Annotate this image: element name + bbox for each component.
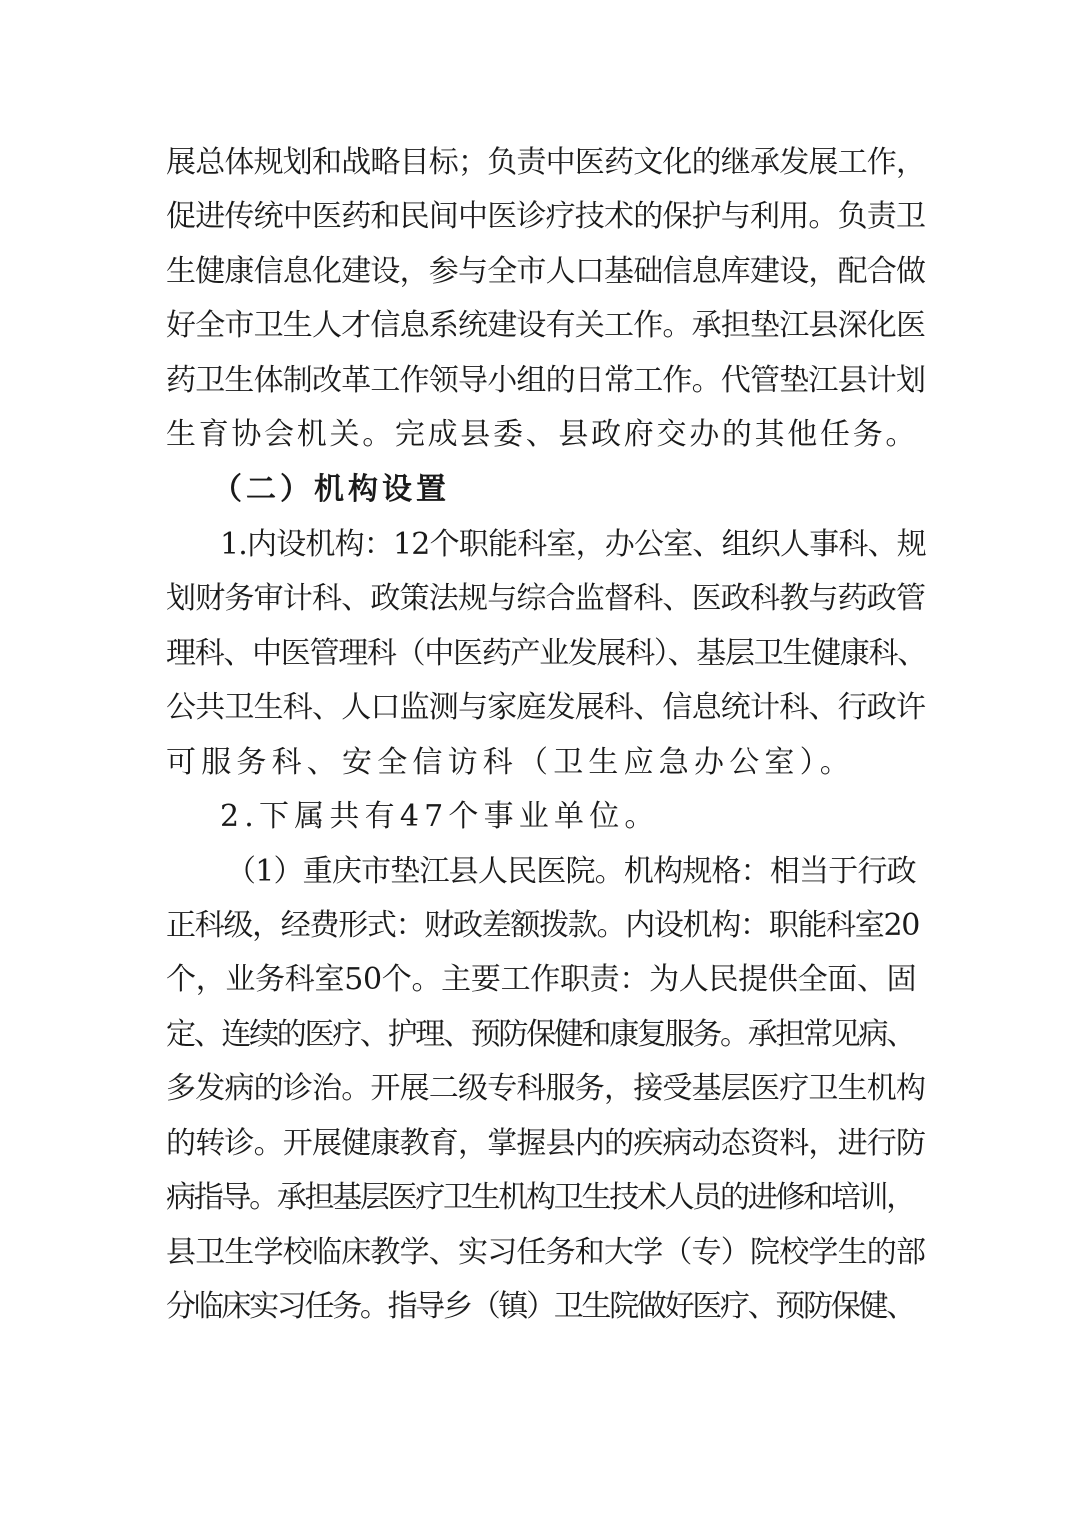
- text-line: 公共卫生科、人口监测与家庭发展科、信息统计科、行政许: [166, 690, 926, 725]
- text-line: 病指导。承担基层医疗卫生机构卫生技术人员的进修和培训，: [166, 1180, 914, 1215]
- text-line: 正科级，经费形式：财政差额拨款。内设机构：职能科室20: [166, 908, 920, 943]
- text-line: 药卫生体制改革工作领导小组的日常工作。代管垫江县计划: [166, 363, 926, 398]
- text-line: （1）重庆市垫江县人民医院。机构规格：相当于行政: [226, 854, 916, 889]
- text-line: 多发病的诊治。开展二级专科服务，接受基层医疗卫生机构: [166, 1071, 926, 1106]
- section-heading: （二）机构设置: [212, 472, 450, 507]
- text-line: 展总体规划和战略目标；负责中医药文化的继承发展工作，: [166, 145, 926, 180]
- text-line: 生育协会机关。完成县委、县政府交办的其他任务。: [166, 417, 919, 452]
- text-line: 划财务审计科、政策法规与综合监督科、医政科教与药政管: [166, 581, 926, 616]
- text-line: 的转诊。开展健康教育，掌握县内的疾病动态资料，进行防: [166, 1126, 926, 1161]
- text-line: 定、连续的医疗、护理、预防保健和康复服务。承担常见病、: [166, 1017, 914, 1052]
- text-line: 生健康信息化建设，参与全市人口基础信息库建设，配合做: [166, 254, 926, 289]
- text-line: 理科、中医管理科（中医药产业发展科）、基层卫生健康科、: [166, 636, 926, 671]
- text-line: 好全市卫生人才信息系统建设有关工作。承担垫江县深化医: [166, 308, 926, 343]
- text-line: 个，业务科室50个。主要工作职责：为人民提供全面、固: [166, 962, 917, 997]
- text-line: 可服务科、安全信访科（卫生应急办公室）。: [166, 745, 855, 780]
- text-line: 2.下属共有47个事业单位。: [220, 799, 660, 834]
- text-line: 促进传统中医药和民间中医诊疗技术的保护与利用。负责卫: [166, 199, 926, 234]
- text-line: 县卫生学校临床教学、实习任务和大学（专）院校学生的部: [166, 1235, 926, 1270]
- text-line: 1.内设机构：12个职能科室，办公室、组织人事科、规: [220, 527, 926, 562]
- text-line: 分临床实习任务。指导乡（镇）卫生院做好医疗、预防保健、: [166, 1289, 914, 1324]
